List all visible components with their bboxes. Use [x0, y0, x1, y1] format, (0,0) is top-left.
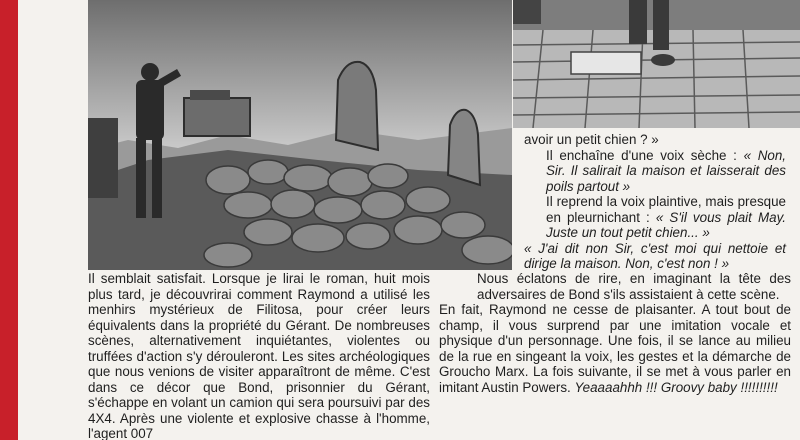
dialogue-quote: « Non, Sir. Il salirait la maison et laisserait des poils partout »: [546, 147, 787, 194]
photo-courtyard-graphic: [513, 0, 800, 128]
right-paragraph-2-quote: Yeaaaahhh !!! Groovy baby !!!!!!!!!!: [574, 379, 778, 395]
right-paragraph-2: [439, 302, 791, 395]
magazine-page: [18, 0, 800, 440]
right-paragraph-1: Nous éclatons de rire, en imaginant la tête des adversaires de Bond s'ils assistaient à cette scène.: [477, 271, 791, 302]
dialogue-quote: « S'il vous plait May. Juste un tout petit chien... »: [546, 209, 786, 240]
left-column: [88, 271, 430, 440]
right-column-top: [524, 132, 786, 272]
photo-paved-courtyard: [513, 0, 800, 128]
dialogue-paragraph: [524, 148, 786, 195]
dialogue-intro: Il enchaîne d'une voix sèche :: [546, 147, 744, 163]
photo-menhirs-graphic: [88, 0, 512, 270]
photo-menhirs-filitosa: [88, 0, 512, 270]
dialogue-paragraph: [524, 194, 786, 241]
dialogue-quote: « J'ai dit non Sir, c'est moi qui nettoie et dirige la maison. Non, c'est non ! »: [524, 240, 786, 271]
right-column-bottom: [439, 271, 791, 395]
right-paragraph-2-text: En fait, Raymond ne cesse de plaisanter. A tout bout de champ, il vous surprend par une imitation vocale et physique d'un personnage. Une fois, il se lance au milieu de la rue en singeant la voix, les gestes et la démarche de Groucho Marx. La fois suivante, il se met à vous parler en imitant Austin Powers.: [439, 302, 791, 395]
dialogue-paragraph: [524, 241, 786, 272]
left-paragraph: Il semblait satisfait. Lorsque je lirai le roman, huit mois plus tard, je découvrirai comment Raymond a utilisé les menhirs mystérieux de Filitosa, pour créer leurs équivalents dans la propriété du Gérant. De nombreuses scènes, alternativement inquiétantes, violentes ou truffées d'action s'y dérouleront. Les sites archéologiques que nous venions de visiter apparaîtront de même. C'est dans ce décor que Bond, prisonnier du Gérant, s'échappe en volant un camion qui sera poursuivi par des 4X4. Après une violente et explosive chasse à l'homme, l'agent 007: [88, 271, 430, 440]
dialogue-intro: Il reprend la voix plaintive, mais presque en pleurnichant :: [546, 194, 786, 225]
dialogue-line: avoir un petit chien ? »: [524, 132, 659, 147]
